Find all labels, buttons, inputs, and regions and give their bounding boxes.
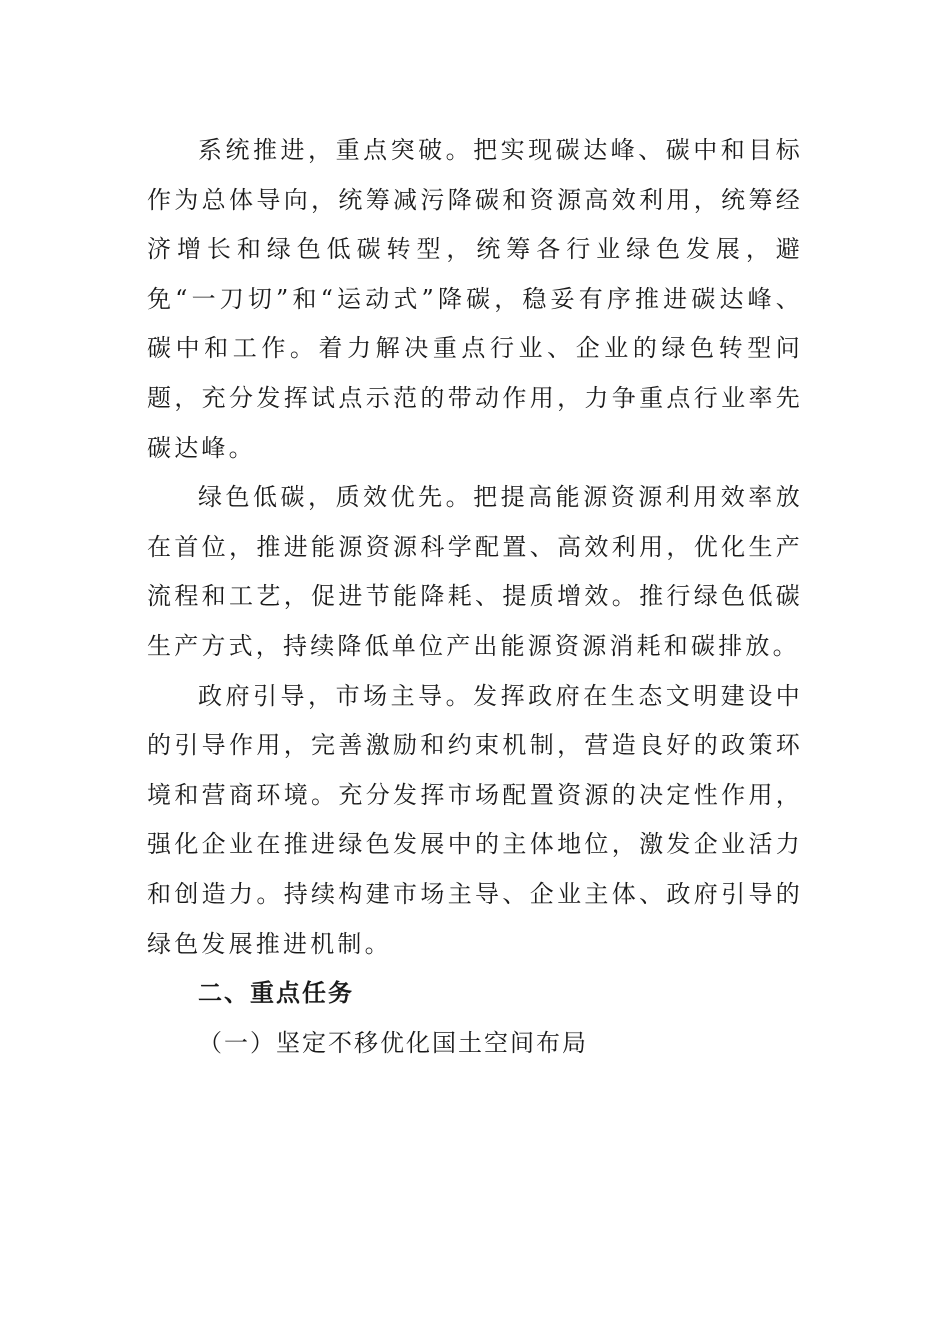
document-body [147,126,803,1068]
subsection-heading: （一）坚定不移优化国土空间布局 [198,1028,588,1057]
paragraph-system-advance: 系统推进，重点突破。把实现碳达峰、碳中和目标作为总体导向，统筹减污降碳和资源高效利用，统筹经济增长和绿色低碳转型，统筹各行业绿色发展，避免“一刀切”和“运动式”降碳，稳妥有序推进碳达峰、碳中和工作。着力解决重点行业、企业的绿色转型问题，充分发挥试点示范的带动作用，力争重点行业率先碳达峰。 [147,136,803,462]
paragraph-green-low-carbon: 绿色低碳，质效优先。把提高能源资源利用效率放在首位，推进能源资源科学配置、高效利用，优化生产流程和工艺，促进节能降耗、提质增效。推行绿色低碳生产方式，持续降低单位产出能源资源消耗和碳排放。 [147,483,803,660]
paragraph-government-guidance: 政府引导，市场主导。发挥政府在生态文明建设中的引导作用，完善激励和约束机制，营造良好的政策环境和营商环境。充分发挥市场配置资源的决定性作用，强化企业在推进绿色发展中的主体地位，激发企业活力和创造力。持续构建市场主导、企业主体、政府引导的绿色发展推进机制。 [147,681,803,958]
section-heading: 二、重点任务 [198,979,354,1008]
